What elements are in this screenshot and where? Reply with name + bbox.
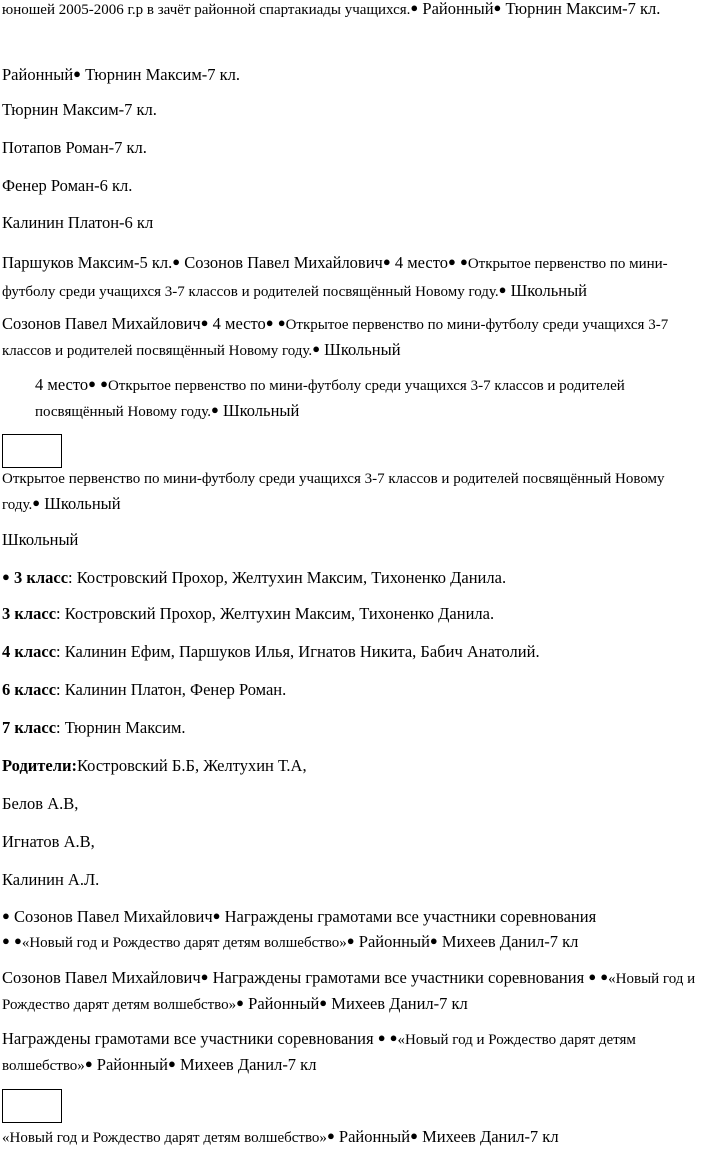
bullet-icon: ●	[2, 569, 10, 584]
text: «Новый год и Рождество дарят детям волшебство»	[2, 1032, 636, 1074]
text: Михеев Данил-7 кл	[437, 932, 579, 951]
text: Школьный	[40, 494, 121, 513]
paragraph-2	[2, 62, 696, 86]
class-label: 7 класс	[2, 718, 57, 737]
paragraph-7	[2, 249, 696, 305]
parents-line	[2, 754, 307, 777]
text: Районный	[2, 65, 74, 84]
class-3-bullet-line	[2, 565, 506, 589]
text: Михеев Данил-7 кл	[175, 1055, 317, 1074]
bullet-icon: ●	[493, 0, 502, 15]
bullet-icon: ●	[265, 315, 274, 330]
text: 4 место	[208, 314, 266, 333]
paragraph-23	[2, 1124, 696, 1150]
text: Школьный	[218, 401, 300, 420]
bullet-icon: ●	[588, 969, 597, 984]
text: Паршуков Максим-5 кл.	[2, 253, 173, 272]
bullet-icon: ●	[200, 315, 209, 330]
bullet-icon: ●	[312, 341, 321, 356]
text: Награждены грамотами все участники соревнования	[2, 1029, 378, 1048]
bullet-icon: ●	[382, 254, 391, 269]
text: Награждены грамотами все участники соревнования	[208, 968, 589, 987]
bullet-icon: ●	[73, 66, 82, 81]
bullet-icon: ●	[236, 995, 245, 1010]
class-3-line	[2, 602, 494, 625]
bullet-icon: ●	[429, 933, 438, 948]
parent-kalinin: Калинин А.Л.	[2, 870, 100, 889]
paragraph-11: Школьный	[2, 530, 79, 549]
text: Открытое первенство по мини-футболу среди учащихся 3-7 классов и родителей посвящённый Новому году.	[2, 256, 668, 300]
text: Открытое первенство по мини-футболу среди учащихся 3-7 классов и родителей посвящённый Новому году.	[2, 317, 669, 359]
text: Костровский Б.Б, Желтухин Т.А,	[76, 756, 307, 775]
paragraph-1	[2, 0, 696, 22]
text: Тюрнин Максим-7 кл.	[81, 65, 241, 84]
text: Школьный	[506, 281, 588, 300]
paragraph-10	[2, 466, 696, 517]
class-label: 3 класс	[13, 568, 69, 587]
text: : Тюрнин Максим.	[56, 718, 186, 737]
paragraph-20	[2, 904, 696, 955]
bullet-icon: ●	[277, 315, 286, 330]
text: Созонов Павел Михайлович	[180, 253, 383, 272]
text: : Калинин Ефим, Паршуков Илья, Игнатов Никита, Бабич Анатолий.	[56, 642, 540, 661]
text: Созонов Павел Михайлович	[2, 314, 201, 333]
bullet-icon: ●	[377, 1030, 386, 1045]
paragraph-6: Калинин Платон-6 кл	[2, 213, 154, 232]
bullet-icon: ●	[459, 254, 468, 269]
class-label: 4 класс	[2, 642, 57, 661]
bullet-icon: ●	[32, 495, 41, 510]
text: Районный	[418, 0, 494, 18]
paragraph-22	[2, 1026, 696, 1078]
empty-box	[2, 434, 62, 468]
text: «Новый год и Рождество дарят детям волшебство»	[21, 935, 347, 951]
empty-box	[2, 1089, 62, 1123]
bullet-icon: ●	[410, 0, 419, 15]
text: Районный	[354, 932, 430, 951]
text: юношей 2005-2006 г.р в зачёт районной спартакиады учащихся.	[2, 2, 411, 18]
paragraph-5: Фенер Роман-6 кл.	[2, 176, 133, 195]
bullet-icon: ●	[2, 933, 10, 948]
bullet-icon: ●	[88, 376, 96, 391]
bullet-icon: ●	[13, 933, 22, 948]
bullet-icon: ●	[172, 254, 181, 269]
text: : Калинин Платон, Фенер Роман.	[56, 680, 287, 699]
paragraph-8	[2, 311, 696, 363]
text: Районный	[92, 1055, 168, 1074]
class-6-line	[2, 678, 286, 701]
text: Михеев Данил-7 кл	[327, 994, 468, 1013]
paragraph-3: Тюрнин Максим-7 кл.	[2, 100, 157, 119]
text: Награждены грамотами все участники соревнования	[220, 907, 597, 926]
text: : Костровский Прохор, Желтухин Максим, Тихоненко Данила.	[56, 604, 495, 623]
text: 4 место	[35, 375, 89, 394]
bullet-icon: ●	[498, 282, 507, 297]
class-4-line	[2, 640, 540, 663]
bullet-icon: ●	[167, 1056, 176, 1071]
text: Тюрнин Максим-7 кл.	[501, 0, 661, 18]
bullet-icon: ●	[319, 995, 328, 1010]
bullet-icon: ●	[346, 933, 355, 948]
text: «Новый год и Рождество дарят детям волшебство»	[2, 1130, 327, 1146]
text: Открытое первенство по мини-футболу среди учащихся 3-7 классов и родителей посвящённый Новому году.	[2, 471, 665, 513]
bullet-icon: ●	[200, 969, 209, 984]
parent-belov: Белов А.В,	[2, 794, 79, 813]
parent-ignatov: Игнатов А.В,	[2, 832, 95, 851]
bullet-icon: ●	[389, 1030, 398, 1045]
text: Созонов Павел Михайлович	[9, 907, 213, 926]
bullet-icon: ●	[326, 1128, 335, 1143]
text: Школьный	[320, 340, 401, 359]
paragraph-9	[2, 372, 696, 424]
bullet-icon: ●	[100, 376, 108, 391]
class-label: 6 класс	[2, 680, 57, 699]
text: Районный	[334, 1127, 411, 1146]
text: «Новый год и Рождество дарят детям волшебство»	[2, 971, 696, 1013]
parents-label: Родители:	[2, 756, 77, 775]
bullet-icon: ●	[2, 908, 10, 923]
bullet-icon: ●	[84, 1056, 93, 1071]
class-7-line	[2, 716, 186, 739]
bullet-icon: ●	[447, 254, 456, 269]
text: Открытое первенство по мини-футболу среди учащихся 3-7 классов и родителей посвящённый Новому году.	[35, 378, 625, 420]
paragraph-21	[2, 965, 696, 1017]
text: Районный	[244, 994, 320, 1013]
text: Михеев Данил-7 кл	[417, 1127, 559, 1146]
paragraph-4: Потапов Роман-7 кл.	[2, 138, 147, 157]
text: : Костровский Прохор, Желтухин Максим, Тихоненко Данила.	[68, 568, 507, 587]
class-label: 3 класс	[2, 604, 57, 623]
bullet-icon: ●	[210, 402, 219, 417]
bullet-icon: ●	[600, 969, 609, 984]
bullet-icon: ●	[212, 908, 221, 923]
bullet-icon: ●	[410, 1128, 418, 1143]
text: 4 место	[390, 253, 448, 272]
text: Созонов Павел Михайлович	[2, 968, 201, 987]
